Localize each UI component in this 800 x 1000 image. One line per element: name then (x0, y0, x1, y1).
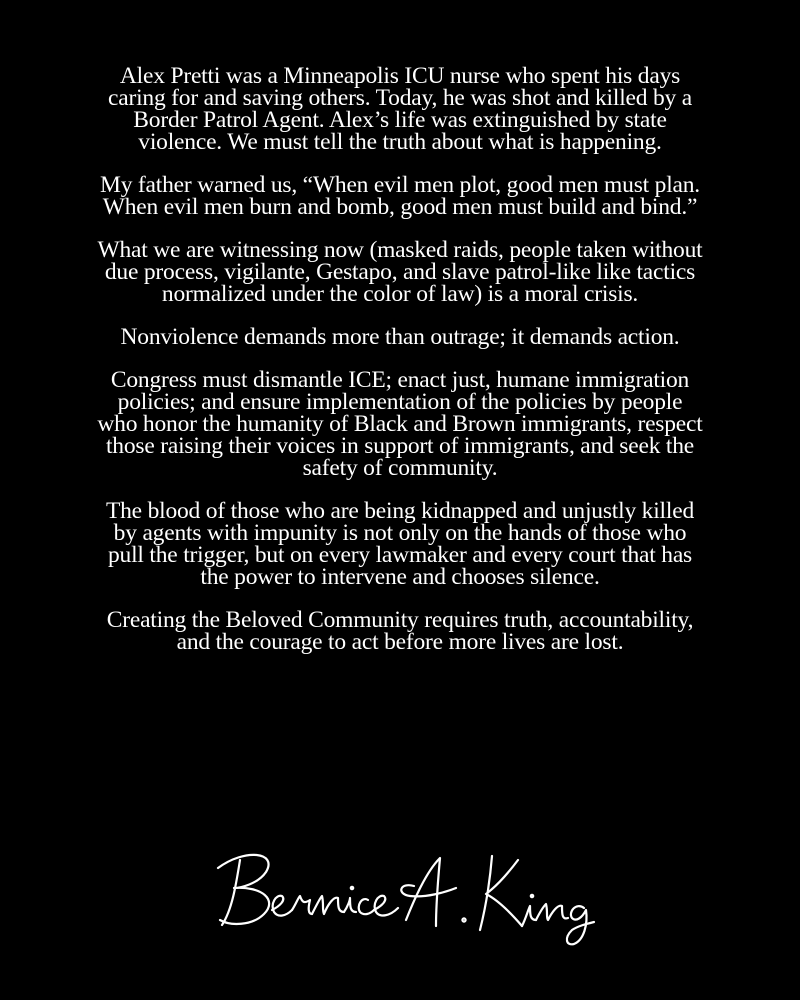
paragraph-5: Congress must dismantle ICE; enact just, humane immigration policies; and ensure implementation of the policies by people who honor the humanity of Black and Brown immigrants, respect those raising their voices in support of immigrants, and seek the safety of community. (97, 367, 703, 481)
paragraph-6: The blood of those who are being kidnapped and unjustly killed by agents with impunity is not only on the hands of those who pull the trigger, but on every lawmaker and every court that has the power to intervene and chooses silence. (105, 498, 695, 590)
paragraph-1: Alex Pretti was a Minneapolis ICU nurse who spent his days caring for and saving others. Today, he was shot and killed by a Border Patrol Agent. Alex’s life was extinguished by state violence. We must tell the truth about what is happening. (107, 63, 692, 155)
signature-drawing (200, 830, 600, 950)
statement (95, 65, 705, 674)
paragraph-2: My father warned us, “When evil men plot, good men must plan. When evil men burn and bomb, good men must build and bind.” (100, 172, 700, 220)
signature (200, 830, 600, 950)
paragraph-3: What we are witnessing now (masked raids, people taken without due process, vigilante, Gestapo, and slave patrol-like like tactics normalized under the color of law) is a moral crisis. (97, 237, 703, 307)
paragraph-7: Creating the Beloved Community requires truth, accountability, and the courage to act before more lives are lost. (106, 607, 694, 655)
paragraph-4: Nonviolence demands more than outrage; it demands action. (120, 324, 680, 350)
